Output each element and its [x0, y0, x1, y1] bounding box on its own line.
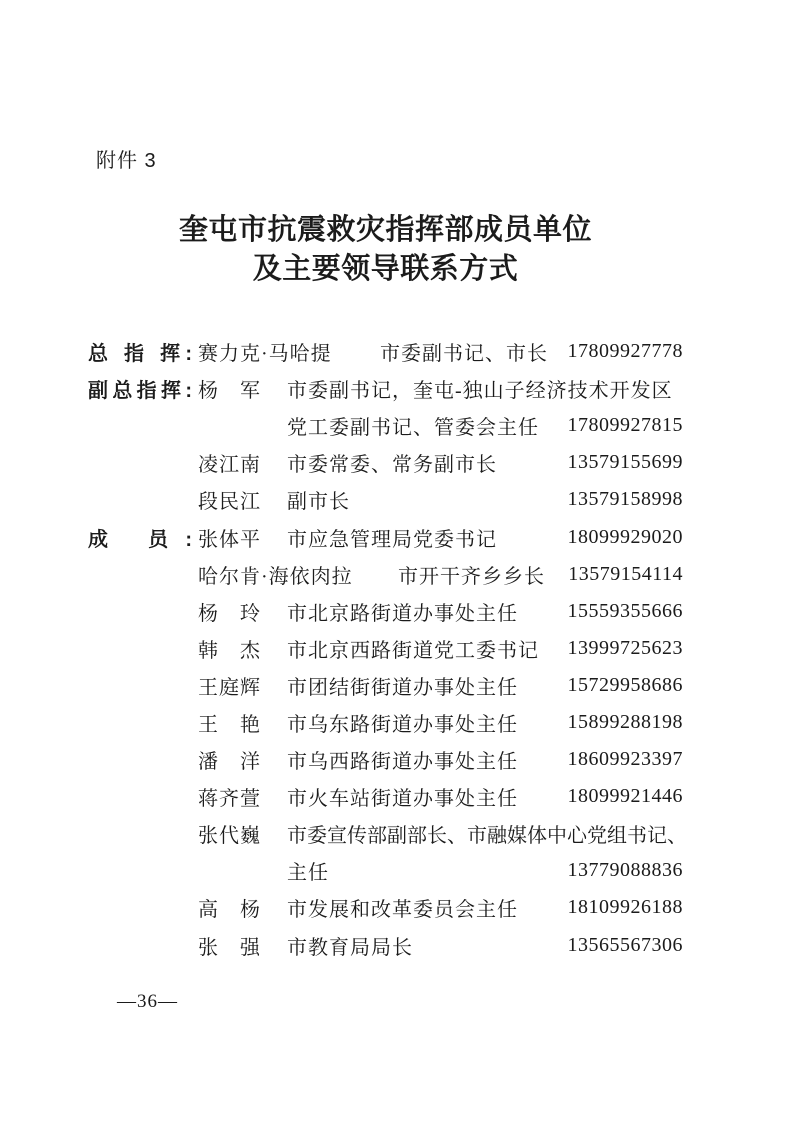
person-name: 杨 军 — [198, 380, 261, 403]
phone-number: 13579154114 — [568, 562, 683, 585]
contact-row — [88, 667, 683, 704]
phone-number: 15899288198 — [567, 710, 683, 733]
role-label: 成 员: — [88, 528, 192, 551]
contact-row — [88, 333, 683, 370]
contact-row — [88, 407, 683, 444]
document-title — [88, 211, 683, 289]
person-name: 杨 玲 — [198, 602, 261, 625]
person-position: 市教育局局长 — [287, 936, 413, 959]
person-position: 市北京路街道办事处主任 — [287, 602, 518, 625]
person-name: 王庭辉 — [198, 676, 261, 699]
contact-row — [88, 741, 683, 778]
phone-number: 13565567306 — [567, 933, 683, 956]
person-position: 市应急管理局党委书记 — [287, 528, 497, 551]
contact-row — [88, 518, 683, 555]
person-name: 哈尔肯·海依肉拉 — [198, 565, 353, 588]
phone-number: 13999725623 — [567, 636, 683, 659]
document-title-line2: 及主要领导联系方式 — [252, 253, 519, 285]
contact-row — [88, 370, 683, 407]
person-name: 王 艳 — [198, 713, 261, 736]
person-position: 市委常委、常务副市长 — [287, 454, 497, 477]
person-name: 潘 洋 — [198, 751, 261, 774]
attachment-label: 附件 3 — [96, 150, 157, 172]
person-position: 市开干齐乡乡长 — [398, 565, 545, 588]
person-position: 市发展和改革委员会主任 — [287, 899, 518, 922]
person-position: 市委宣传部副部长、市融媒体中心党组书记、 — [287, 825, 687, 848]
contact-row — [88, 593, 683, 630]
phone-number: 15729958686 — [567, 673, 683, 696]
person-position: 市火车站街道办事处主任 — [287, 788, 518, 811]
person-name: 韩 杰 — [198, 639, 261, 662]
person-name: 蒋齐萱 — [198, 788, 261, 811]
person-position: 副市长 — [287, 491, 350, 514]
person-position: 市委副书记、市长 — [380, 343, 548, 366]
person-position: 市乌东路街道办事处主任 — [287, 713, 518, 736]
contact-row — [88, 481, 683, 518]
contact-row — [88, 778, 683, 815]
contact-list — [88, 333, 687, 964]
person-position: 市团结街街道办事处主任 — [287, 676, 518, 699]
phone-number: 13779088836 — [567, 859, 683, 882]
person-name: 赛力克·马哈提 — [198, 343, 332, 366]
person-position: 党工委副书记、管委会主任 — [287, 417, 539, 440]
person-name: 张代巍 — [198, 825, 261, 848]
person-position: 市北京西路街道党工委书记 — [287, 639, 539, 662]
contact-row — [88, 444, 683, 481]
contact-row — [88, 815, 687, 852]
person-name: 高 杨 — [198, 899, 261, 922]
phone-number: 18099921446 — [567, 785, 683, 808]
contact-row — [88, 556, 683, 593]
phone-number: 18109926188 — [567, 896, 683, 919]
phone-number: 13579155699 — [567, 451, 683, 474]
person-position: 主任 — [287, 862, 329, 885]
contact-row — [88, 704, 683, 741]
contact-row — [88, 852, 683, 889]
phone-number: 17809927778 — [567, 340, 683, 363]
document-title-line1: 奎屯市抗震救灾指挥部成员单位 — [178, 214, 592, 246]
person-name: 张 强 — [198, 936, 261, 959]
person-position: 市委副书记，奎屯-独山子经济技术开发区 — [287, 380, 673, 403]
phone-number: 18609923397 — [567, 748, 683, 771]
person-name: 段民江 — [198, 491, 261, 514]
phone-number: 17809927815 — [567, 414, 683, 437]
phone-number: 18099929020 — [567, 525, 683, 548]
role-label: 总 指 挥: — [88, 343, 192, 366]
page-number: —36— — [117, 991, 178, 1012]
phone-number: 15559355666 — [567, 599, 683, 622]
role-label: 副总指挥: — [88, 380, 192, 403]
person-position: 市乌西路街道办事处主任 — [287, 751, 518, 774]
contact-row — [88, 630, 683, 667]
person-name: 张体平 — [198, 528, 261, 551]
phone-number: 13579158998 — [567, 488, 683, 511]
contact-row — [88, 927, 683, 964]
contact-row — [88, 889, 683, 926]
person-name: 凌江南 — [198, 454, 261, 477]
